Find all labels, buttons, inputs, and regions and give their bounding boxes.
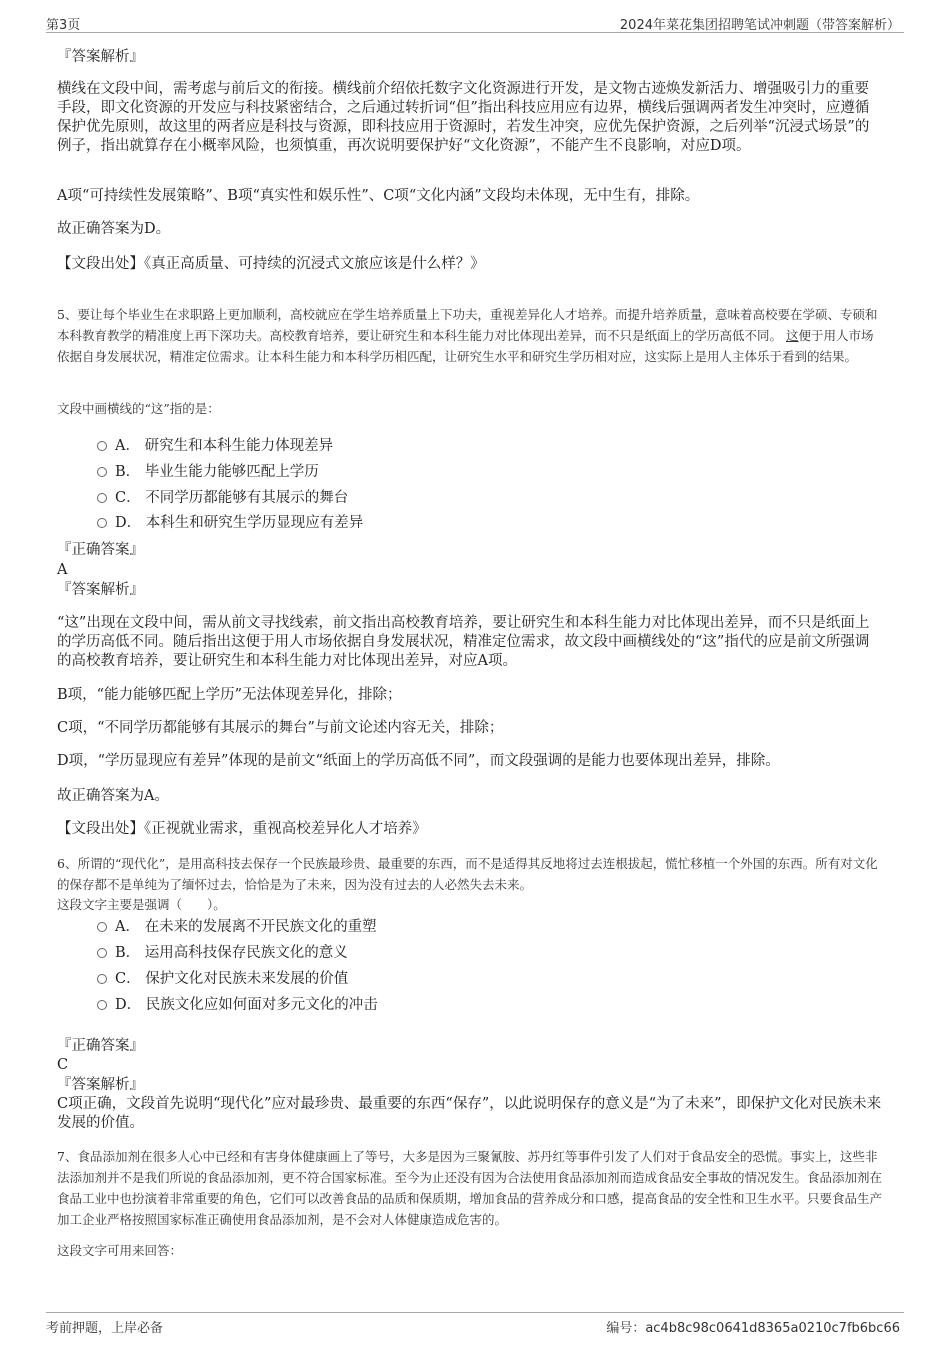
radio-icon[interactable]: [97, 441, 107, 451]
q5-analysis-label: 『答案解析』: [57, 582, 144, 598]
radio-icon[interactable]: [97, 518, 107, 528]
q4-analysis-p2: A项“可持续性发展策略”、B项“真实性和娱乐性”、C项“文化内涵”文段均未体现，无中生有，排除。: [57, 188, 700, 204]
q5-option-d[interactable]: D． 本科生和研究生学历显现应有差异: [97, 513, 363, 533]
q6-answer-label: 『正确答案』: [57, 1038, 144, 1054]
q6-option-c[interactable]: C． 保护文化对民族未来发展的价值: [97, 969, 348, 989]
q5-option-b[interactable]: B． 毕业生能力能够匹配上学历: [97, 462, 319, 482]
q5-option-c[interactable]: C． 不同学历都能够有其展示的舞台: [97, 488, 348, 508]
q7-stem: 7、食品添加剂在很多人心中已经和有害身体健康画上了等号，大多是因为三聚氰胺、苏丹红等事件引发了人们对于食品安全的恐慌。事实上，这些非法添加剂并不是我们所说的食品添加剂，更不符合国家标准。至今为止还没有因为合法使用食品添加剂而造成食品安全事故的情况发生。食品添加剂在食品工业中也扮演着非常重要的角色，它们可以改善食品的品质和保质期，增加食品的营养成分和口感，提高食品的安全性和卫生水平。只要食品生产加工企业严格按照国家标准正确使用食品添加剂，是不会对人体健康造成危害的。: [57, 1149, 883, 1227]
q7-question: 这段文字可用来回答：: [57, 1243, 183, 1258]
q5-analysis-p1: “这”出现在文段中间，需从前文寻找线索，前文指出高校教育培养，要让研究生和本科生能力对比体现出差异，而不只是纸面上的学历高低不同。随后指出这便于用人市场依据自身发展状况，精准定位需求，故文段中画横线处的“这”指代的应是前文所强调的高校教育培养，要让研究生和本科生能力对比体现出差异，对应A项。: [57, 615, 870, 669]
page-number: 第3页: [46, 18, 81, 33]
q5-question: 文段中画横线的“这”指的是：: [57, 401, 220, 416]
q5-answer-label: 『正确答案』: [57, 542, 144, 558]
radio-icon[interactable]: [97, 922, 107, 932]
q4-analysis-p3: 故正确答案为D。: [57, 221, 171, 237]
q6-stem: 6、所谓的“现代化”，是用高科技去保存一个民族最珍贵、最重要的东西，而不是适得其反地将过去连根拔起，慌忙移植一个外国的东西。所有对文化的保存都不是单纯为了缅怀过去，恰恰是为了未来，因为没有过去的人必然失去未来。: [57, 856, 878, 892]
page-footer: [46, 1312, 904, 1337]
q6-option-d[interactable]: D． 民族文化应如何面对多元文化的冲击: [97, 995, 378, 1015]
q5-source: 【文段出处】《正视就业需求，重视高校差异化人才培养》: [57, 821, 427, 837]
q5-underlined-word: 这: [786, 328, 799, 343]
q6-answer: C: [57, 1057, 69, 1073]
radio-icon[interactable]: [97, 467, 107, 477]
footer-slogan: 考前押题，上岸必备: [46, 1321, 164, 1336]
q6-analysis-p1: C项正确，文段首先说明“现代化”应对最珍贵、最重要的东西“保存”，以此说明保存的意义是“为了未来”，即保护文化对民族未来发展的价值。: [57, 1096, 882, 1131]
q5-answer: A: [57, 562, 68, 578]
radio-icon[interactable]: [97, 493, 107, 503]
radio-icon[interactable]: [97, 948, 107, 958]
document-id: 编号：ac4b8c98c0641d8365a0210c7fb6bc66: [606, 1321, 900, 1336]
q5-stem: 5、要让每个毕业生在求职路上更加顺利，高校就应在学生培养质量上下功夫，重视差异化人才培养。而提升培养质量，意味着高校要在学硕、专硕和本科教育教学的精准度上再下深功夫。高校教育培养，要让研究生和本科生能力对比体现出差异，而不只是纸面上的学历高低不同。 这便于用人市场依据自身发展状况，精准定位需求。让本科生能力和本科学历相匹配，让研究生水平和研究生学历相对应，这实际上是用人主体乐于看到的结果。: [57, 307, 878, 364]
q6-question: 这段文字主要是强调（ ）。: [57, 897, 226, 912]
document-title: 2024年菜花集团招聘笔试冲刺题（带答案解析）: [619, 18, 900, 33]
q4-source: 【文段出处】《真正高质量、可持续的沉浸式文旅应该是什么样？》: [57, 256, 485, 272]
q5-analysis-p2: B项，“能力能够匹配上学历”无法体现差异化，排除；: [57, 687, 402, 703]
q4-analysis-label: 『答案解析』: [57, 49, 144, 65]
page-header: [46, 12, 904, 33]
q5-analysis-p3: C项，“不同学历都能够有其展示的舞台”与前文论述内容无关，排除；: [57, 720, 504, 736]
q5-analysis-p5: 故正确答案为A。: [57, 788, 169, 804]
q5-option-a[interactable]: A． 研究生和本科生能力体现差异: [97, 436, 333, 456]
q4-analysis-p1: 横线在文段中间，需考虑与前后文的衔接。横线前介绍依托数字文化资源进行开发，是文物古迹焕发新活力、增强吸引力的重要手段，即文化资源的开发应与科技紧密结合，之后通过转折词“但”指出科技应用应有边界，横线后强调两者发生冲突时，应遵循保护优先原则，故这里的两者应是科技与资源，即科技应用于资源时，若发生冲突，应优先保护资源，之后列举“沉浸式场景”的例子，指出就算存在小概率风险，也须慎重，再次说明要保护好“文化资源”，不能产生不良影响，对应D项。: [57, 81, 870, 154]
q6-option-b[interactable]: B． 运用高科技保存民族文化的意义: [97, 943, 348, 963]
radio-icon[interactable]: [97, 974, 107, 984]
radio-icon[interactable]: [97, 1000, 107, 1010]
q5-analysis-p4: D项，“学历显现应有差异”体现的是前文“纸面上的学历高低不同”，而文段强调的是能力也要体现出差异，排除。: [57, 753, 780, 769]
q6-analysis-label: 『答案解析』: [57, 1077, 144, 1093]
q6-option-a[interactable]: A． 在未来的发展离不开民族文化的重塑: [97, 917, 377, 937]
